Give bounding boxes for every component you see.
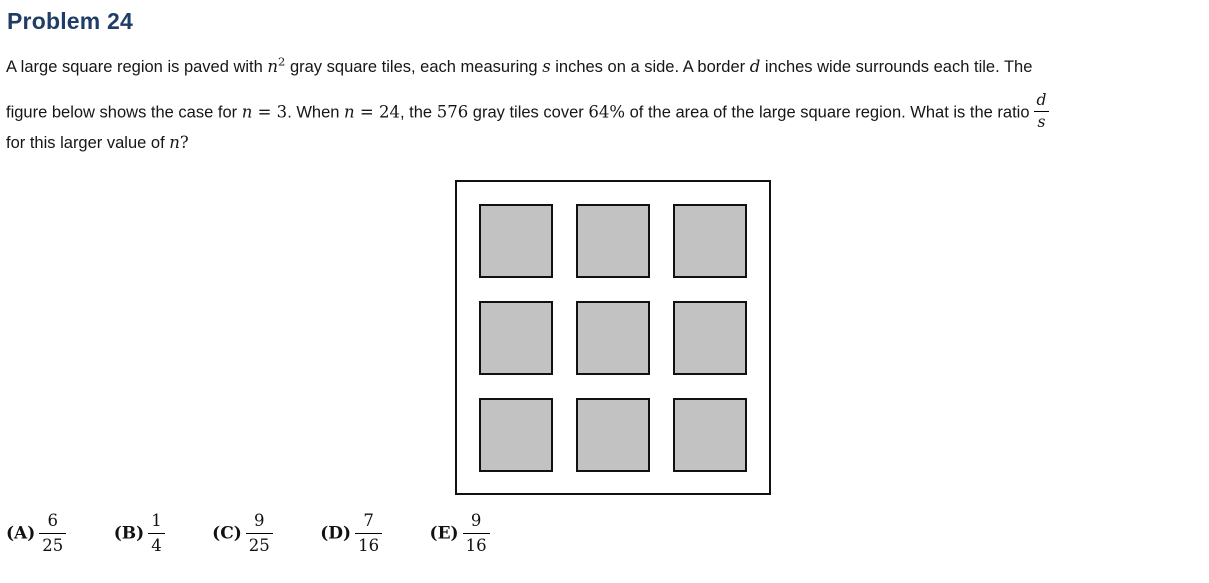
statement-text: inches wide surrounds each tile. The (760, 58, 1033, 76)
statement-text: . When (287, 103, 345, 122)
choice-label: (B) (113, 523, 145, 544)
statement-text: inches on a side. A border (550, 58, 750, 76)
gray-tile (673, 398, 747, 472)
math-var-n: n (169, 133, 180, 152)
math-value: 576 (436, 102, 469, 122)
fraction-numerator: 9 (470, 511, 482, 530)
tile-grid-figure (455, 180, 771, 495)
statement-text: of the area of the large square region. What is the ratio (625, 103, 1030, 122)
gray-tile (576, 204, 650, 278)
statement-text: A large square region is paved with (6, 58, 268, 76)
answer-choice-d (320, 510, 382, 557)
gray-tile (673, 301, 747, 375)
statement-text: , the (400, 103, 437, 122)
statement-text: figure below shows the case for (6, 103, 242, 122)
answer-choice-c (212, 510, 273, 557)
fraction-denominator: 16 (355, 533, 382, 557)
choice-fraction (39, 510, 66, 557)
answer-choice-b (114, 510, 165, 557)
gray-tile (576, 398, 650, 472)
choice-label: (A) (6, 523, 36, 544)
fraction-numerator: 6 (47, 511, 59, 530)
choice-fraction (246, 510, 273, 557)
problem-statement-line-1 (6, 55, 1032, 79)
statement-text: gray square tiles, each measuring (285, 58, 543, 76)
page-title: Problem 24 (7, 8, 133, 34)
math-value: 64% (588, 102, 626, 122)
math-exponent: 2 (278, 54, 286, 69)
math-var-n: n (241, 102, 253, 122)
problem-statement-line-2 (6, 93, 1049, 133)
choice-fraction (148, 510, 165, 557)
problem-statement-line-3 (6, 131, 189, 155)
choice-label: (C) (212, 523, 242, 544)
choice-fraction (355, 510, 382, 557)
fraction-denominator: 16 (463, 533, 490, 557)
gray-tile (479, 301, 553, 375)
math-var-n: n (344, 102, 355, 122)
gray-tile (673, 204, 747, 278)
fraction-numerator: d (1036, 91, 1047, 109)
math-var-s: s (542, 57, 551, 76)
fraction-denominator: 25 (246, 533, 273, 557)
statement-text: gray tiles cover (468, 103, 589, 122)
answer-choices (6, 510, 533, 557)
math-value: = 3 (252, 102, 288, 122)
fraction-numerator: 1 (151, 511, 162, 530)
choice-fraction (463, 510, 490, 557)
gray-tile (479, 204, 553, 278)
math-var-n: n (267, 57, 279, 76)
math-value: = 24 (354, 102, 400, 122)
fraction-denominator: s (1034, 111, 1050, 132)
fraction-numerator: 9 (254, 511, 265, 530)
ratio-d-over-s-fraction (1034, 91, 1050, 131)
answer-choice-e (430, 510, 490, 557)
statement-text: for this larger value of (6, 134, 170, 152)
fraction-denominator: 4 (148, 533, 165, 557)
gray-tile (479, 398, 553, 472)
answer-choice-a (6, 510, 66, 557)
choice-label: (E) (429, 523, 459, 544)
fraction-denominator: 25 (39, 533, 66, 557)
math-var-d: d (749, 57, 761, 76)
gray-tile (576, 301, 650, 375)
fraction-numerator: 7 (363, 511, 374, 530)
choice-label: (D) (320, 523, 352, 544)
math-punctuation: ? (179, 133, 189, 152)
